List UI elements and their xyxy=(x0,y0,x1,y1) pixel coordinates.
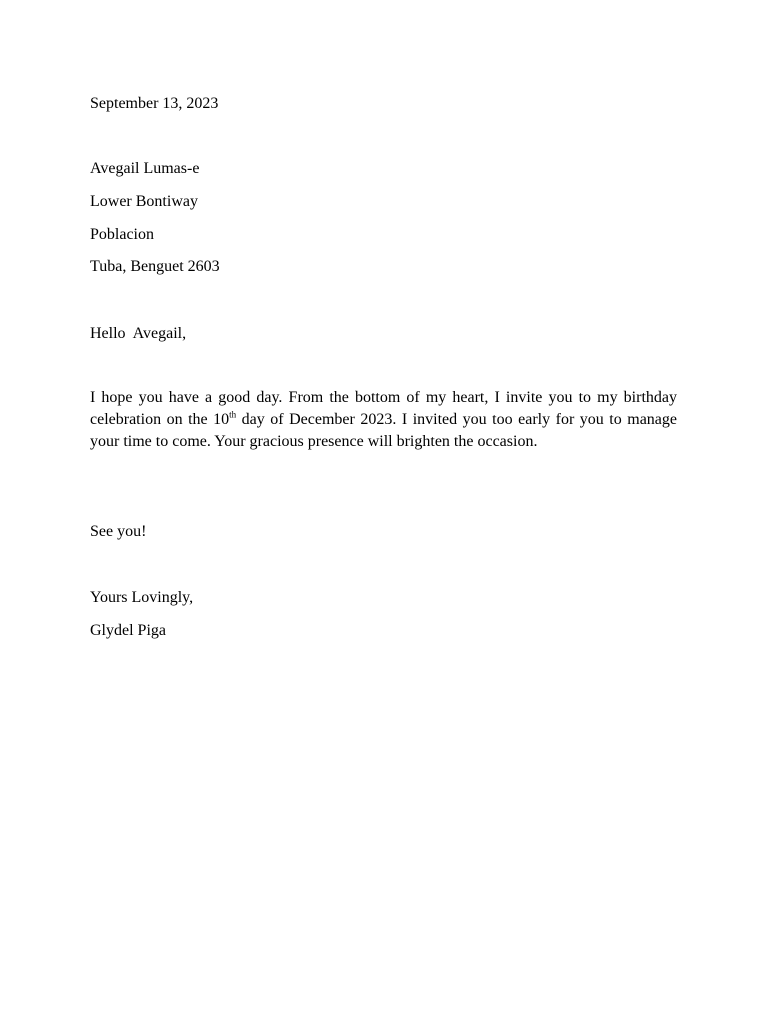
complimentary-close: Yours Lovingly, xyxy=(90,589,194,606)
ordinal-suffix: th xyxy=(229,409,237,420)
body-text-part-1: I hope you have a good day. From the bottom of my heart, I invite you to my birthday celebration on the 10 xyxy=(90,389,677,428)
letter-date: September 13, 2023 xyxy=(90,95,219,112)
recipient-name: Avegail Lumas-e xyxy=(90,160,200,177)
recipient-barangay: Poblacion xyxy=(90,226,154,243)
recipient-street: Lower Bontiway xyxy=(90,193,198,210)
letter-body xyxy=(90,387,677,453)
recipient-city: Tuba, Benguet 2603 xyxy=(90,258,220,275)
salutation: Hello Avegail, xyxy=(90,325,187,342)
closing-remark: See you! xyxy=(90,523,147,540)
body-text-part-2: day of December 2023. I invited you too early for you to manage your time to come. Your gracious presence will brighten the occasion. xyxy=(90,411,678,450)
signature-name: Glydel Piga xyxy=(90,622,166,639)
